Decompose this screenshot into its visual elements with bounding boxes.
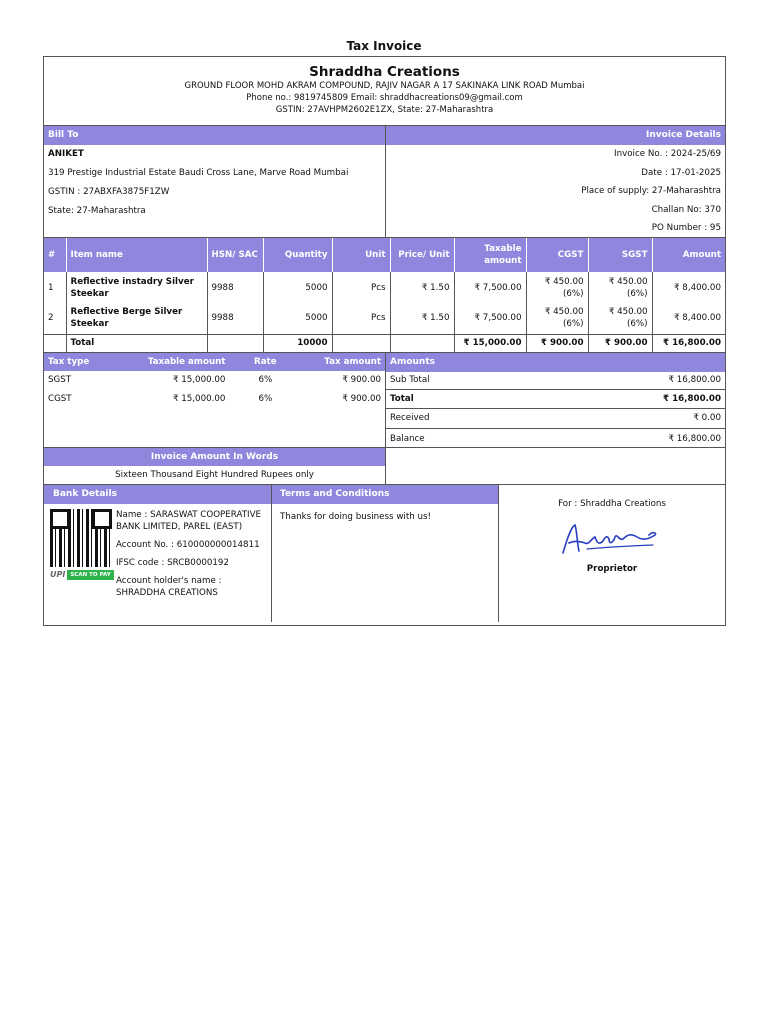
company-gstin: GSTIN: 27AVHPM2602E1ZX, State: 27-Maharashtra [275, 105, 494, 115]
challan-number: Challan No: 370 [651, 204, 721, 215]
item-taxable: ₹ 7,500.00 [454, 303, 526, 334]
item-qty: 5000 [263, 272, 332, 303]
tax-and-amounts-section [44, 353, 725, 447]
col-header-unit: Unit [332, 238, 390, 272]
balance-value: ₹ 16,800.00 [668, 433, 721, 444]
company-header [44, 57, 725, 126]
invoice-details-header: Invoice Details [386, 126, 725, 145]
amount-in-words-panel [44, 448, 386, 484]
company-name: Shraddha Creations [309, 64, 460, 80]
col-header-amount: Amount [652, 238, 725, 272]
cgst-value: ₹ 450.00 [544, 276, 584, 287]
col-header-item: Item name [66, 238, 207, 272]
invoice-frame [43, 56, 726, 626]
amount-in-words-header: Invoice Amount In Words [44, 448, 385, 466]
total-label: Total [66, 334, 207, 352]
customer-gstin: GSTIN : 27ABXFA3875F1ZW [48, 187, 170, 197]
tax-type: SGST [48, 374, 72, 385]
tax-type: CGST [48, 393, 72, 404]
invoice-date: Date : 17-01-2025 [641, 167, 721, 178]
customer-state: State: 27-Maharashtra [48, 206, 146, 216]
bill-and-invoice-section [44, 126, 725, 238]
item-price: ₹ 1.50 [390, 303, 454, 334]
amounts-header: Amounts [386, 353, 725, 372]
bill-to-panel [44, 126, 386, 237]
tax-taxable-header: Taxable amount [147, 356, 226, 367]
place-of-supply: Place of supply: 27-Maharashtra [581, 186, 721, 196]
document-title: Tax Invoice [346, 39, 422, 53]
upi-logo-icon [50, 570, 116, 580]
received-label: Received [390, 412, 430, 423]
items-table [44, 238, 725, 353]
signature-panel [499, 485, 725, 622]
total-cgst: ₹ 900.00 [526, 334, 588, 352]
received-value: ₹ 0.00 [693, 412, 721, 423]
cgst-value: ₹ 450.00 [544, 307, 584, 318]
total-qty: 10000 [263, 334, 332, 352]
amounts-panel [386, 353, 725, 447]
col-header-qty: Quantity [263, 238, 332, 272]
total-value: ₹ 16,800.00 [663, 393, 721, 404]
tax-rate: 6% [258, 393, 273, 404]
company-contact: Phone no.: 9819745809 Email: shraddhacreations09@gmail.com [246, 93, 523, 103]
footer-section [44, 485, 725, 622]
upi-label: UPI [50, 570, 66, 579]
bank-details-header: Bank Details [44, 485, 271, 504]
item-name: Reflective instadry Silver Steekar [66, 272, 207, 303]
table-row [44, 303, 725, 334]
subtotal-line [386, 372, 725, 390]
item-sgst [588, 272, 652, 303]
item-cgst [526, 303, 588, 334]
tax-amount-header: Tax amount [324, 356, 381, 367]
item-hsn: 9988 [207, 303, 263, 334]
po-number: PO Number : 95 [651, 223, 721, 233]
item-name: Reflective Berge Silver Steekar [66, 303, 207, 334]
total-label: Total [390, 393, 414, 404]
tax-rate-header: Rate [254, 356, 277, 367]
bank-account-number: Account No. : 610000000014811 [116, 539, 260, 550]
col-header-price: Price/ Unit [390, 238, 454, 272]
item-taxable: ₹ 7,500.00 [454, 272, 526, 303]
item-hsn: 9988 [207, 272, 263, 303]
customer-address: 319 Prestige Industrial Estate Baudi Cross Lane, Marve Road Mumbai [48, 168, 349, 178]
items-total-row [44, 334, 725, 352]
signature-icon [557, 519, 667, 559]
customer-name: ANIKET [48, 149, 84, 159]
tax-row [44, 371, 385, 390]
subtotal-value: ₹ 16,800.00 [668, 374, 721, 385]
table-row [44, 272, 725, 303]
cgst-rate: (6%) [562, 319, 584, 330]
sgst-value: ₹ 450.00 [608, 307, 648, 318]
row-num: 2 [44, 303, 66, 334]
for-company: For : Shraddha Creations [558, 498, 666, 509]
total-sgst: ₹ 900.00 [588, 334, 652, 352]
bill-to-header: Bill To [44, 126, 385, 145]
total-taxable: ₹ 15,000.00 [454, 334, 526, 352]
company-address: GROUND FLOOR MOHD AKRAM COMPOUND, RAJIV NAGAR A 17 SAKINAKA LINK ROAD Mumbai [184, 81, 585, 91]
item-amount: ₹ 8,400.00 [674, 282, 721, 293]
tax-type-header: Tax type [48, 356, 90, 367]
invoice-details-panel [386, 126, 725, 237]
terms-panel [272, 485, 499, 622]
balance-line [386, 429, 725, 449]
bank-details-panel [44, 485, 272, 622]
received-line [386, 409, 725, 429]
item-price: ₹ 1.50 [390, 272, 454, 303]
item-sgst [588, 303, 652, 334]
item-unit: Pcs [332, 272, 390, 303]
item-amount: ₹ 8,400.00 [674, 313, 721, 324]
col-header-sgst: SGST [588, 238, 652, 272]
tax-row [44, 390, 385, 409]
tax-taxable: ₹ 15,000.00 [172, 374, 226, 385]
row-num: 1 [44, 272, 66, 303]
terms-header: Terms and Conditions [272, 485, 498, 504]
item-qty: 5000 [263, 303, 332, 334]
tax-summary-panel [44, 353, 386, 447]
tax-amount: ₹ 900.00 [342, 374, 381, 385]
item-cgst [526, 272, 588, 303]
tax-rate: 6% [258, 374, 273, 385]
items-header-row [44, 238, 725, 272]
amount-in-words-section [44, 447, 725, 485]
bank-name: Name : SARASWAT COOPERATIVE BANK LIMITED, PAREL (EAST) [116, 509, 262, 532]
invoice-number: Invoice No. : 2024-25/69 [614, 149, 721, 159]
tax-amount: ₹ 900.00 [342, 393, 381, 404]
col-header-cgst: CGST [526, 238, 588, 272]
amount-in-words-text: Sixteen Thousand Eight Hundred Rupees only [115, 469, 314, 480]
sgst-rate: (6%) [626, 288, 648, 299]
col-header-num: # [44, 238, 66, 272]
bank-ifsc: IFSC code : SRCB0000192 [116, 557, 229, 568]
item-unit: Pcs [332, 303, 390, 334]
cgst-rate: (6%) [562, 288, 584, 299]
total-line [386, 390, 725, 409]
bank-account-holder: Account holder's name : SHRADDHA CREATIONS [116, 575, 222, 598]
qr-code-icon [50, 509, 112, 567]
tax-taxable: ₹ 15,000.00 [172, 393, 226, 404]
total-amount: ₹ 16,800.00 [652, 334, 725, 352]
sgst-rate: (6%) [626, 319, 648, 330]
col-header-taxable: Taxable amount [454, 238, 526, 272]
col-header-hsn: HSN/ SAC [207, 238, 263, 272]
sgst-value: ₹ 450.00 [608, 276, 648, 287]
signatory-title: Proprietor [586, 563, 638, 574]
terms-text: Thanks for doing business with us! [280, 511, 432, 522]
balance-label: Balance [390, 433, 425, 444]
subtotal-label: Sub Total [390, 374, 430, 385]
scan-to-pay-badge: SCAN TO PAY [67, 570, 113, 580]
tax-header-row [44, 353, 385, 371]
